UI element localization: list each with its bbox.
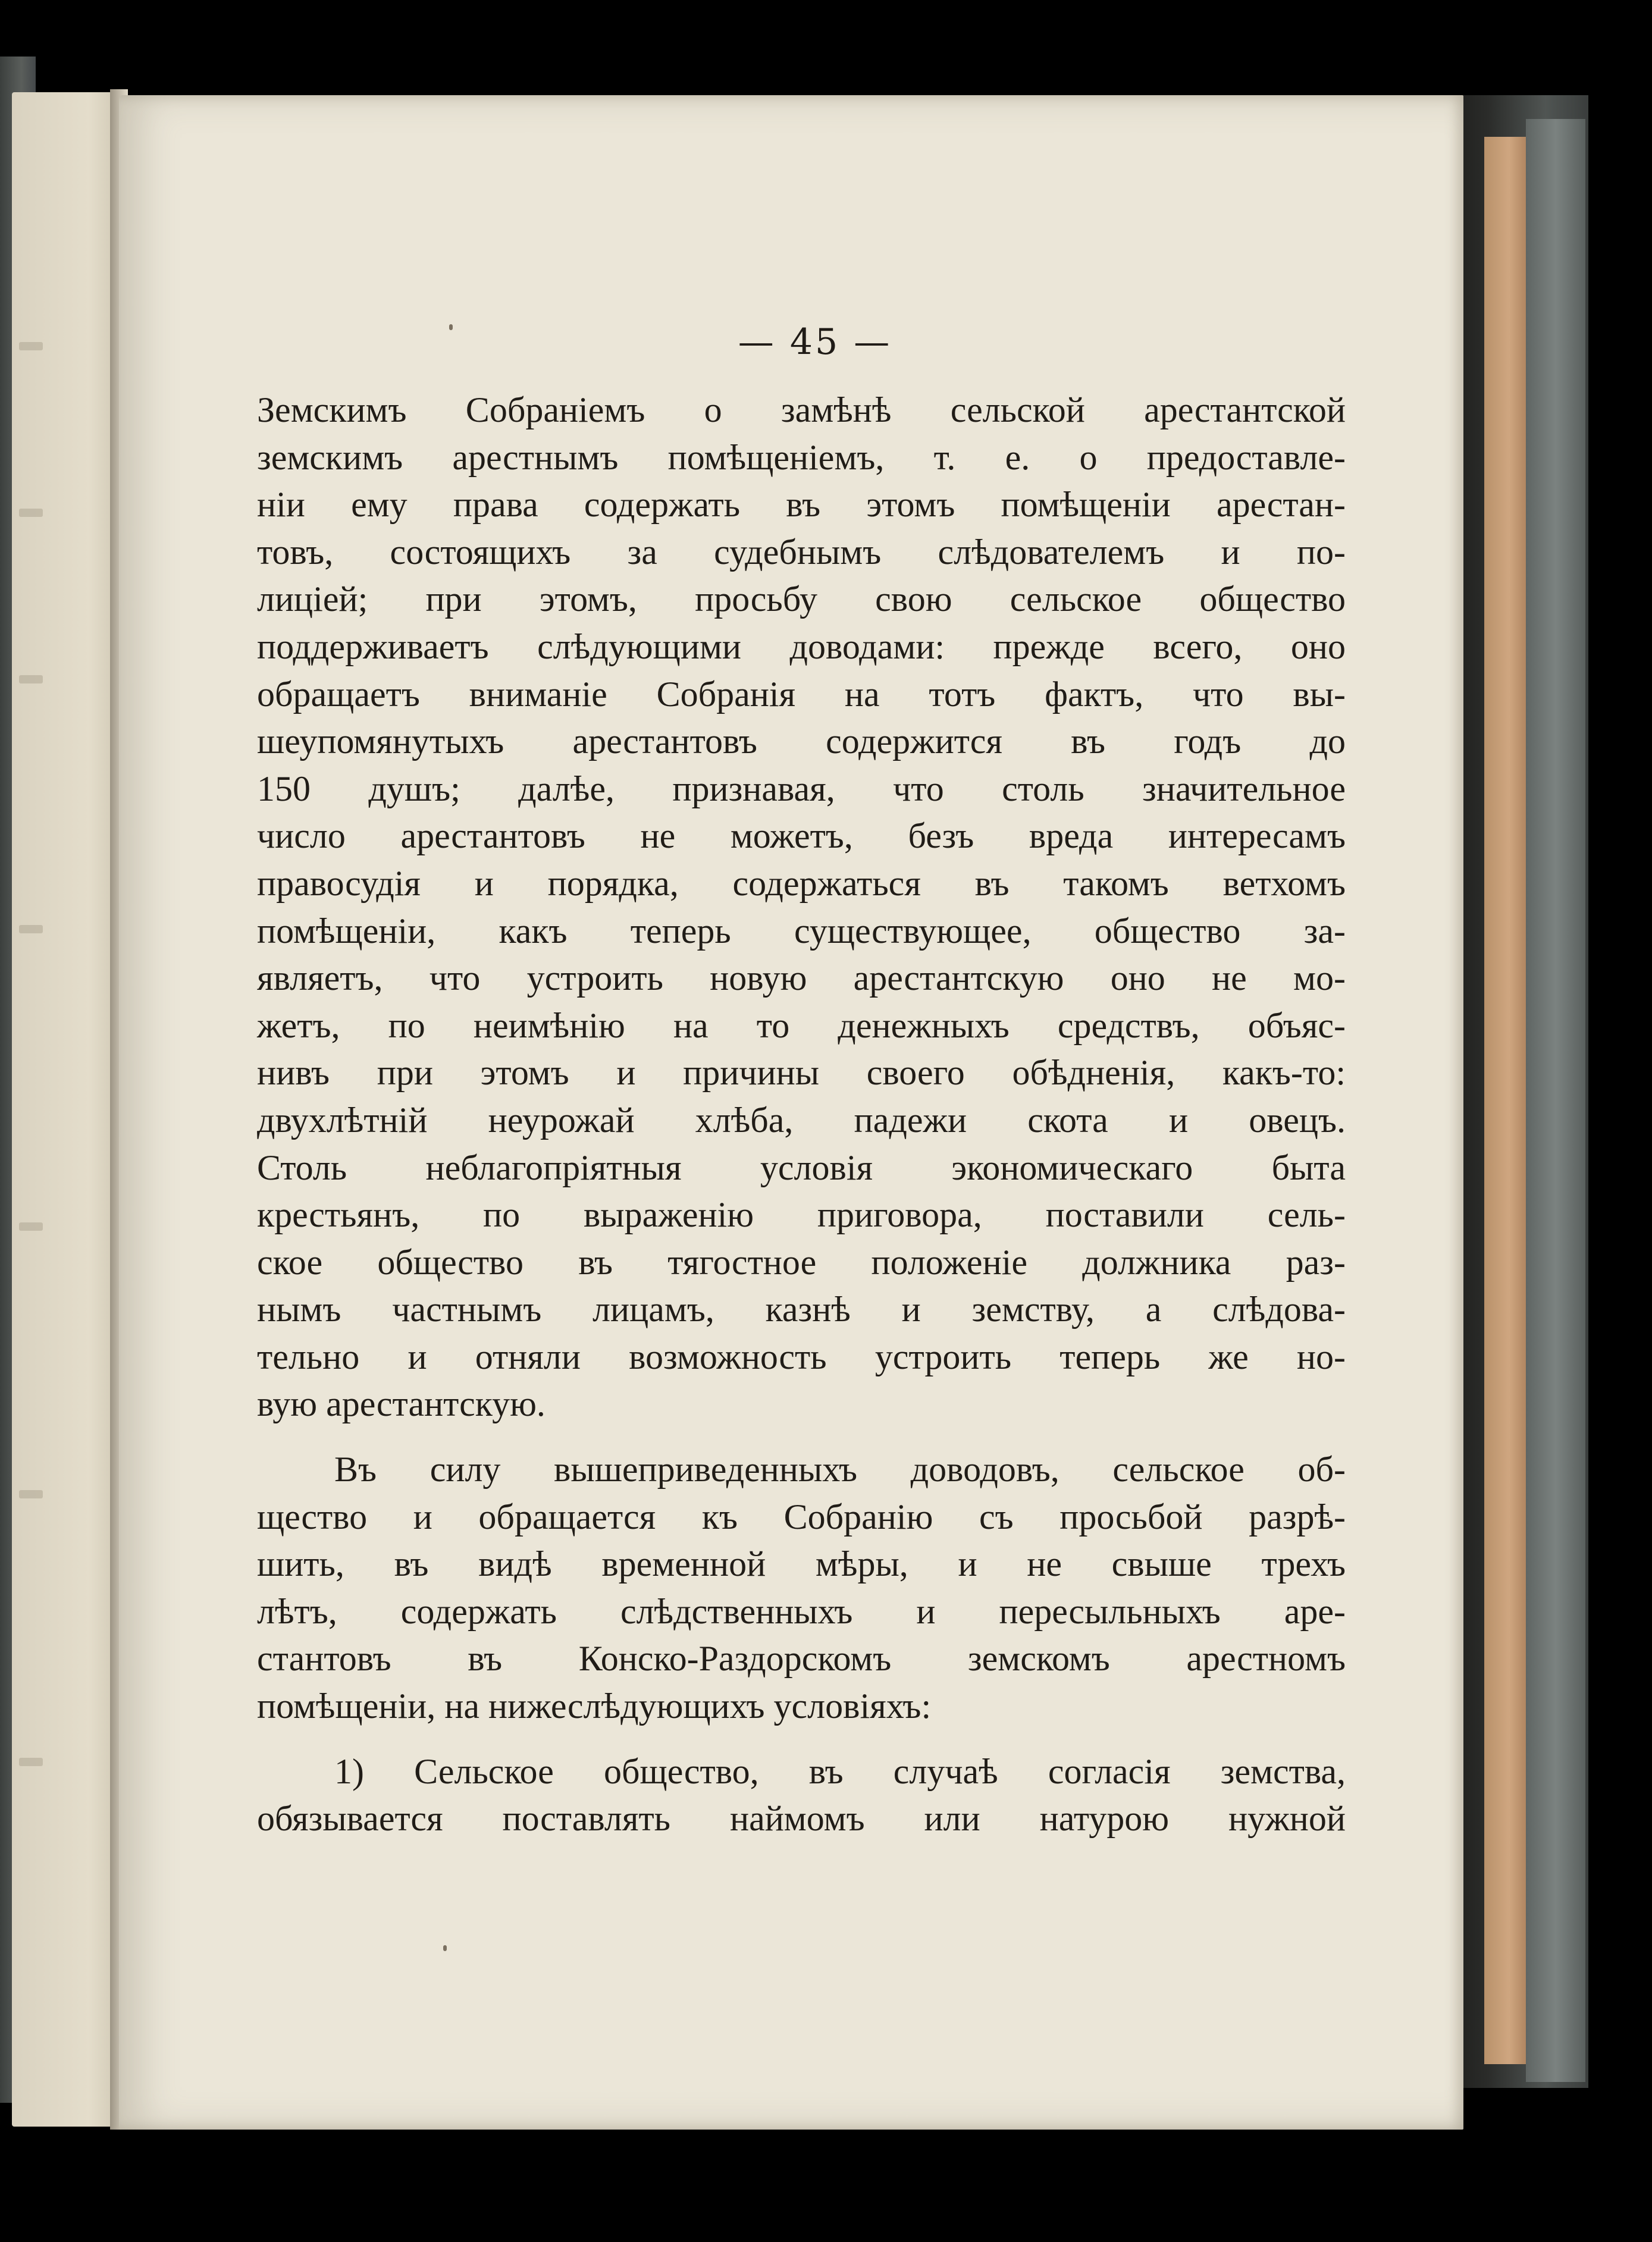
page-number: — 45 —: [738, 321, 892, 363]
text-line: 1) Сельское общество, въ случаѣ согласія земства,: [334, 1751, 1346, 1791]
text-line: поддерживаетъ слѣдующими доводами: прежде всего, оно: [257, 626, 1346, 666]
facing-page-ghost-text: [19, 342, 43, 350]
text-line: являетъ, что устроить новую арестантскую оно не мо-: [257, 958, 1346, 998]
facing-page-ghost-text: [19, 1222, 43, 1231]
text-line: ское общество въ тягостное положеніе должника раз-: [257, 1242, 1346, 1282]
text-line: двухлѣтній неурожай хлѣба, падежи скота и овецъ.: [257, 1100, 1346, 1140]
paragraph-gap: [257, 1730, 1346, 1748]
facing-page-ghost-text: [19, 925, 43, 933]
text-line: крестьянъ, по выраженію приговора, поставили сель-: [257, 1195, 1346, 1235]
paper-speck: [449, 324, 453, 330]
page-edges: [1484, 137, 1526, 2064]
text-line: помѣщеніи, на нижеслѣдующихъ условіяхъ:: [257, 1686, 932, 1726]
text-line: число арестантовъ не можетъ, безъ вреда интересамъ: [257, 816, 1346, 856]
text-line: Столь неблагопріятныя условія экономическаго быта: [257, 1147, 1346, 1187]
right-cover-board: [1526, 119, 1585, 2082]
text-line: лѣтъ, содержать слѣдственныхъ и пересыльныхъ аре-: [257, 1591, 1346, 1631]
text-line: Земскимъ Собраніемъ о замѣнѣ сельской арестантской: [257, 390, 1346, 429]
facing-page: [12, 92, 122, 2127]
text-line: щество и обращается къ Собранію съ просьбой разрѣ-: [257, 1497, 1346, 1537]
text-line: правосудія и порядка, содержаться въ такомъ ветхомъ: [257, 863, 1346, 903]
text-line: обращаетъ вниманіе Собранія на тотъ фактъ, что вы-: [257, 674, 1346, 714]
text-line: 150 душъ; далѣе, признавая, что столь значительное: [257, 769, 1346, 808]
text-line: Въ силу вышеприведенныхъ доводовъ, сельское об-: [334, 1450, 1346, 1490]
page-body-text: [257, 387, 1346, 1843]
text-line: лиціей; при этомъ, просьбу свою сельское общество: [257, 579, 1346, 619]
text-line: ніи ему права содержать въ этомъ помѣщеніи арестан-: [257, 485, 1346, 525]
text-line: стантовъ въ Конско-Раздорскомъ земскомъ арестномъ: [257, 1639, 1346, 1679]
paper-speck: [443, 1945, 447, 1951]
text-line: шить, въ видѣ временной мѣры, и не свыше трехъ: [257, 1544, 1346, 1584]
facing-page-ghost-text: [19, 509, 43, 517]
paragraph-gap: [257, 1428, 1346, 1446]
facing-page-ghost-text: [19, 1490, 43, 1498]
text-line: тельно и отняли возможность устроить теперь же но-: [257, 1337, 1346, 1376]
text-line: товъ, состоящихъ за судебнымъ слѣдователемъ и по-: [257, 532, 1346, 572]
text-line: земскимъ арестнымъ помѣщеніемъ, т. е. о предоставле-: [257, 437, 1346, 477]
text-line: вую арестантскую.: [257, 1384, 546, 1424]
facing-page-ghost-text: [19, 675, 43, 683]
text-line: нымъ частнымъ лицамъ, казнѣ и земству, а слѣдова-: [257, 1290, 1346, 1329]
text-line: обязывается поставлять наймомъ или натурою нужной: [257, 1799, 1346, 1839]
text-line: шеупомянутыхъ арестантовъ содержится въ годъ до: [257, 722, 1346, 761]
text-line: помѣщеніи, какъ теперь существующее, общество за-: [257, 911, 1346, 951]
book-page: [119, 95, 1463, 2130]
text-line: жетъ, по неимѣнію на то денежныхъ средствъ, объяс-: [257, 1005, 1346, 1045]
text-line: нивъ при этомъ и причины своего обѣдненія, какъ-то:: [257, 1053, 1346, 1093]
facing-page-ghost-text: [19, 1758, 43, 1766]
